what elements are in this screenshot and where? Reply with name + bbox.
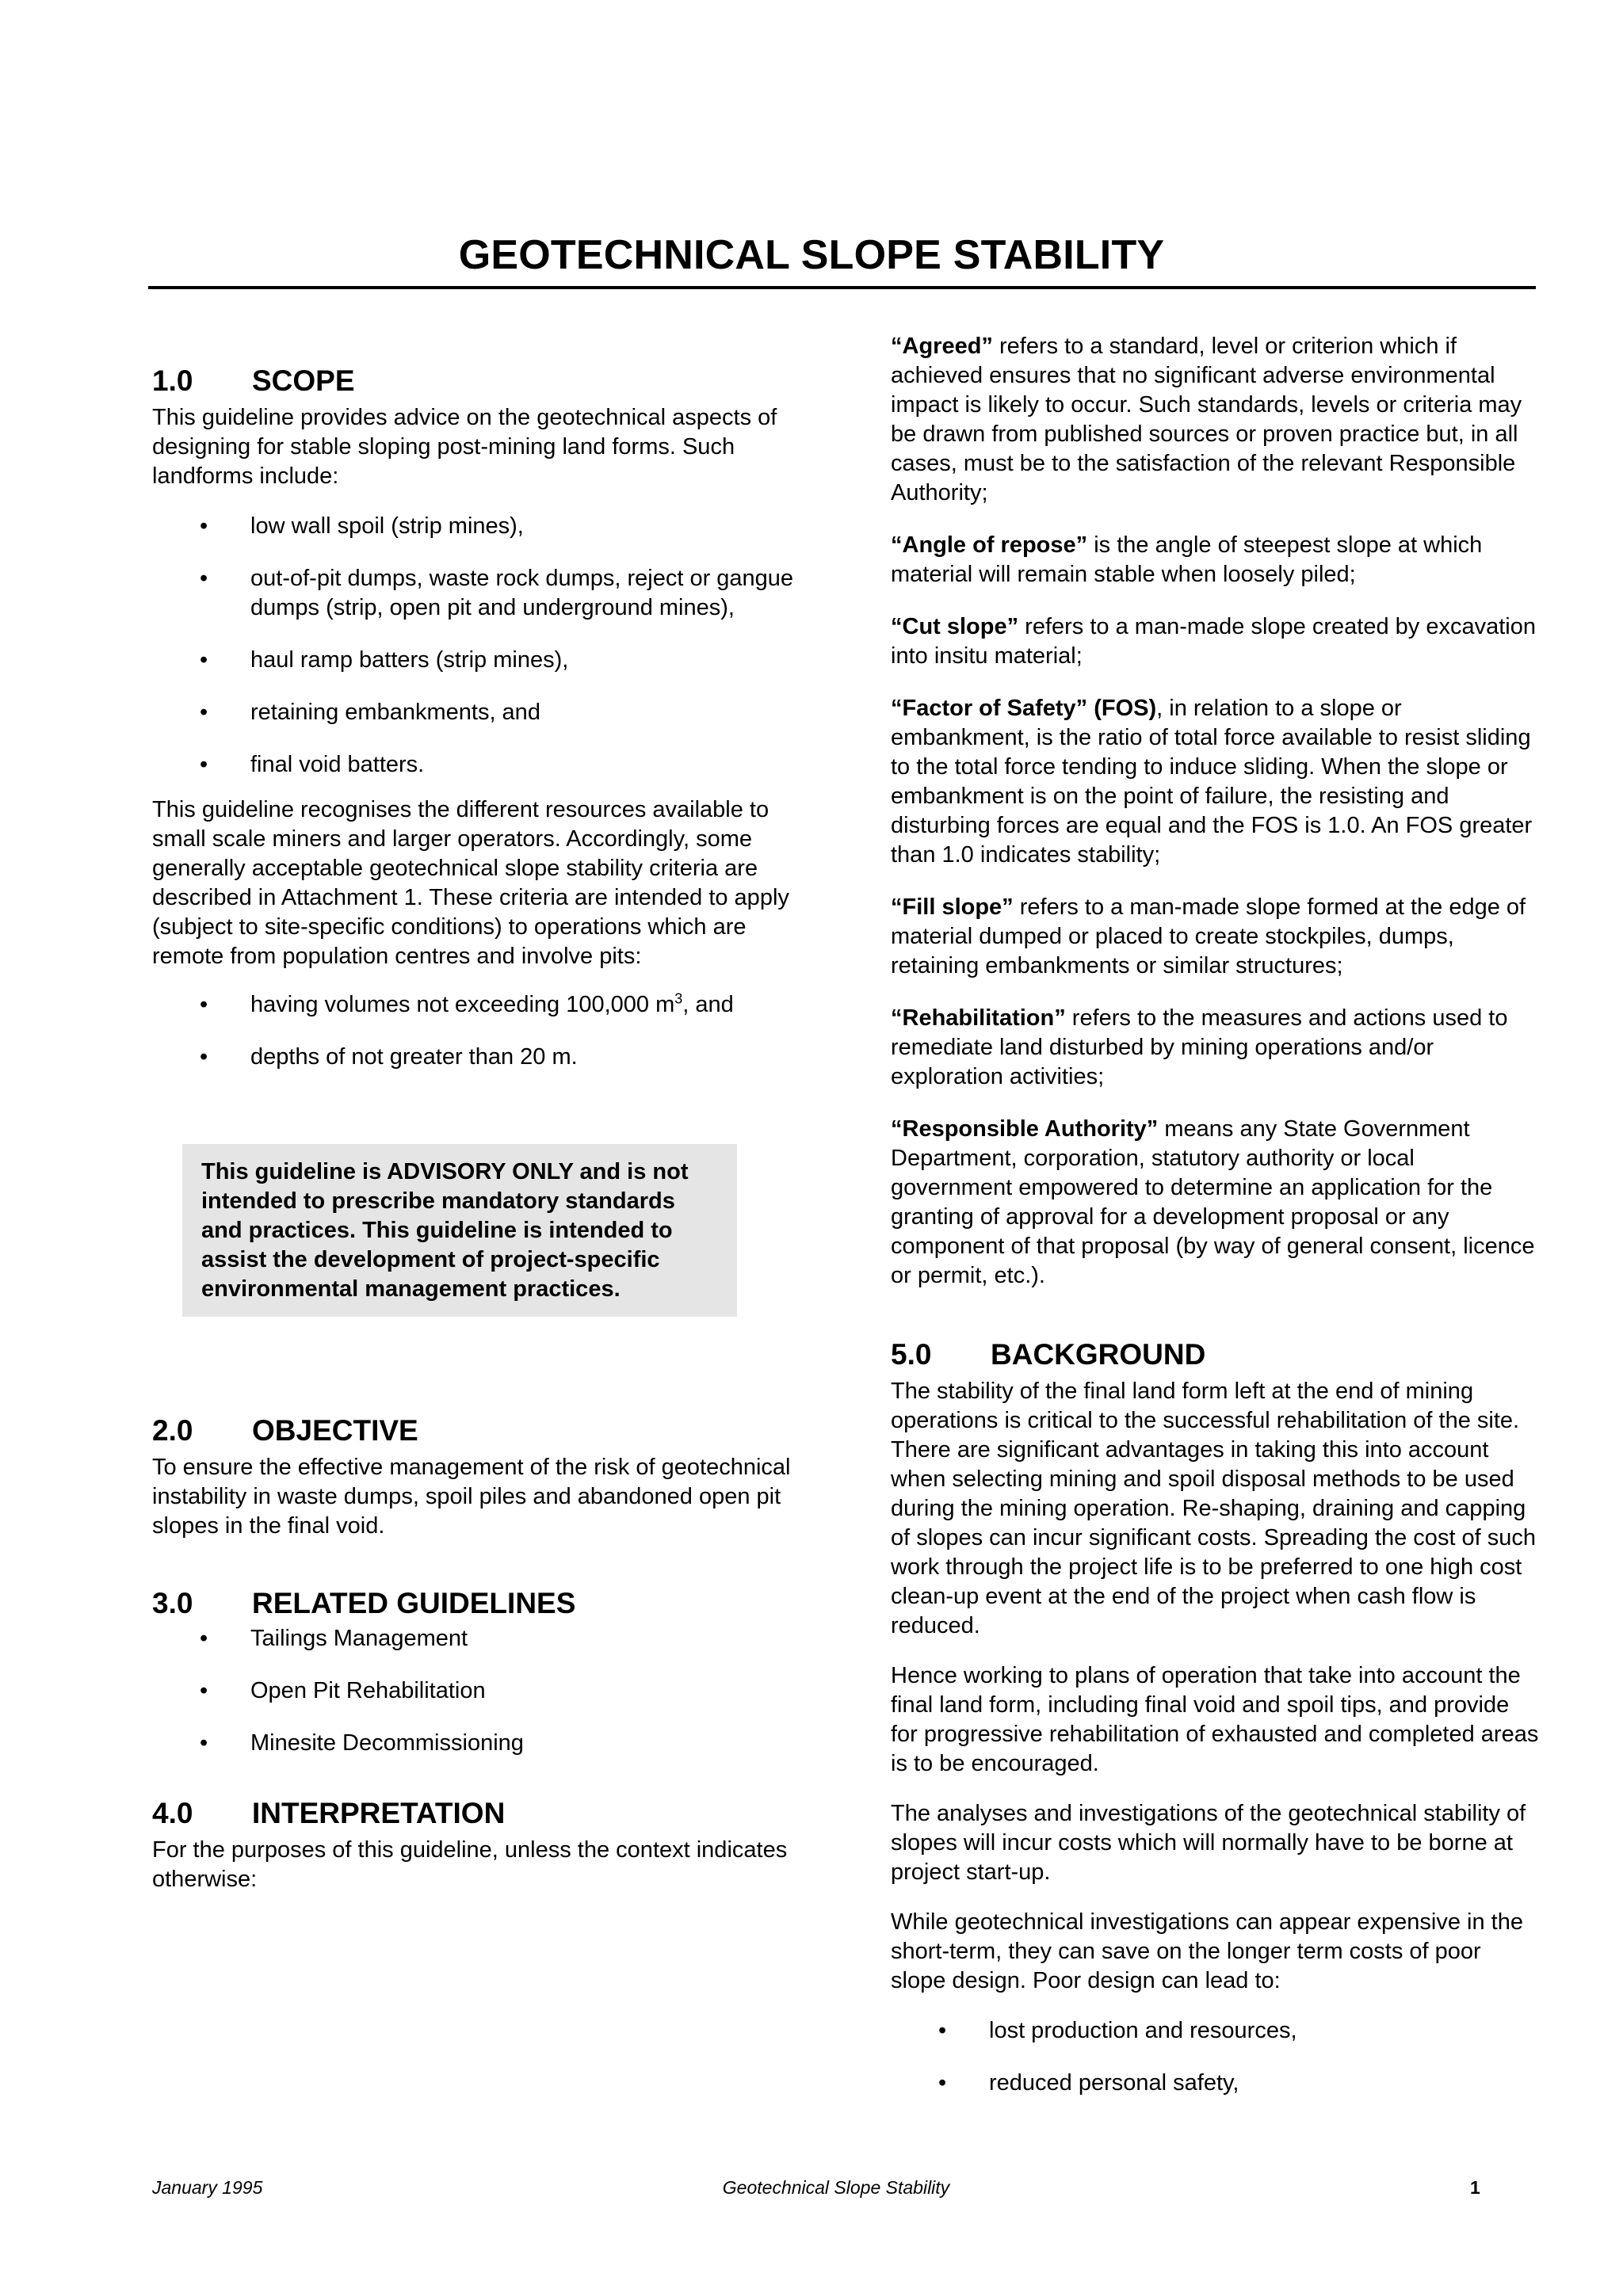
list-item: • retaining embankments, and (152, 698, 802, 727)
definition-responsible-authority: “Responsible Authority” means any State Government Department, corporation, statutory authority or local government empowered to determine an application for the granting of approval for a development proposal or any component of that proposal (by way of general consent, licence or permit, etc.). (891, 1116, 1535, 1288)
title-rule (148, 286, 1536, 289)
definition-cut-slope: “Cut slope” refers to a man-made slope created by excavation into insitu material; (891, 614, 1536, 669)
list-item: • Tailings Management (152, 1624, 802, 1653)
list-item: • low wall spoil (strip mines), (152, 512, 802, 541)
list-item: • lost production and resources, (891, 2016, 1541, 2046)
bullet-icon: • (200, 1626, 208, 1651)
list-item: • Minesite Decommissioning (152, 1729, 802, 1758)
section-title: RELATED GUIDELINES (252, 1587, 576, 1619)
section-title: SCOPE (252, 364, 355, 397)
bullet-icon: • (200, 513, 208, 539)
definition-angle-of-repose: “Angle of repose” is the angle of steepest slope at which material will remain stable when loosely piled; (891, 532, 1483, 587)
section-heading-related (152, 1589, 802, 1618)
list-item: • depths of not greater than 20 m. (152, 1043, 802, 1072)
bullet-icon: • (200, 1044, 208, 1070)
pit-criteria-list (152, 990, 802, 1072)
bullet-icon: • (200, 752, 208, 777)
advisory-notice: This guideline is ADVISORY ONLY and is not intended to prescribe mandatory standards and practices. This guideline is intended to assist the development of project-specific environmental management practices. (182, 1144, 737, 1317)
list-item: • haul ramp batters (strip mines), (152, 646, 802, 675)
bullet-icon: • (200, 1730, 208, 1756)
background-paragraph-2: Hence working to plans of operation that take into account the final land form, including final void and spoil tips, and provide for progressive rehabilitation of exhausted and completed areas is to be encouraged. (891, 1663, 1539, 1776)
section-number: 3.0 (152, 1587, 193, 1619)
definition-fill-slope: “Fill slope” refers to a man-made slope formed at the edge of material dumped or placed to create stockpiles, dumps, retaining embankments or similar structures; (891, 894, 1526, 978)
poor-design-consequences-list (891, 2016, 1541, 2098)
section-heading-objective (152, 1416, 802, 1445)
list-item: • having volumes not exceeding 100,000 $m^3$, and (152, 990, 802, 1020)
section-heading-background (891, 1340, 1541, 1369)
left-column (152, 317, 802, 1894)
section-number: 4.0 (152, 1797, 193, 1829)
scope-intro: This guideline provides advice on the geotechnical aspects of designing for stable sloping post-mining land forms. Such landforms include: (152, 405, 777, 489)
list-item: • reduced personal safety, (891, 2069, 1541, 2098)
definition-factor-of-safety: “Factor of Safety” (FOS), in relation to a slope or embankment, is the ratio of total force available to resist sliding to the total force tending to induce sliding. When the slope or embankment is on the point of failure, the resisting and disturbing forces are equal and the FOS is 1.0. An FOS greater than 1.0 indicates stability; (891, 696, 1533, 868)
related-guidelines-list (152, 1624, 802, 1758)
right-column (891, 332, 1541, 2121)
footer-date: January 1995 (152, 2177, 263, 2198)
section-title: BACKGROUND (991, 1338, 1206, 1371)
page-title: GEOTECHNICAL SLOPE STABILITY (458, 232, 1165, 278)
bullet-icon: • (200, 566, 208, 591)
bullet-icon: • (200, 647, 208, 673)
bullet-icon: • (200, 992, 208, 1017)
bullet-icon: • (200, 700, 208, 725)
section-title: INTERPRETATION (252, 1797, 506, 1829)
bullet-icon: • (938, 2070, 947, 2096)
definition-agreed: “Agreed” refers to a standard, level or criterion which if achieved ensures that no significant adverse environmental impact is likely to occur. Such standards, levels or criteria may be drawn from published sources or proven practice but, in all cases, must be to the satisfaction of the relevant Responsible Authority; (891, 334, 1522, 505)
footer-document-title: Geotechnical Slope Stability (722, 2177, 950, 2198)
list-item: • out-of-pit dumps, waste rock dumps, reject or gangue dumps (strip, open pit and underground mines), (200, 566, 794, 620)
footer-page-number: 1 (1470, 2177, 1480, 2198)
background-paragraph-4: While geotechnical investigations can appear expensive in the short-term, they can save on the longer term costs of poor slope design. Poor design can lead to: (891, 1909, 1523, 1993)
background-paragraph-1: The stability of the final land form left at the end of mining operations is critical to the successful rehabilitation of the site. There are significant advantages in taking this into account when selecting mining and spoil disposal methods to be used during the mining operation. Re-shaping, draining and capping of slopes can incur significant costs. Spreading the cost of such work through the project life is to be preferred to one high cost clean-up event at the end of the project when cash flow is reduced. (891, 1379, 1537, 1638)
list-item: • final void batters. (152, 750, 802, 780)
section-title: OBJECTIVE (252, 1414, 418, 1447)
interpretation-text: For the purposes of this guideline, unless the context indicates otherwise: (152, 1837, 788, 1892)
scope-paragraph: This guideline recognises the different resources available to small scale miners and larger operators. Accordingly, some generally acceptable geotechnical slope stability criteria are described in Attachment 1. These criteria are intended to apply (subject to site-specific conditions) to operations which are remote from population centres and involve pits: (152, 797, 789, 969)
list-item: • Open Pit Rehabilitation (152, 1676, 802, 1706)
section-heading-interpretation (152, 1798, 802, 1828)
section-number: 2.0 (152, 1414, 193, 1447)
bullet-icon: • (200, 1678, 208, 1703)
bullet-icon: • (938, 2018, 947, 2043)
section-number: 5.0 (891, 1338, 932, 1371)
definition-rehabilitation: “Rehabilitation” refers to the measures and actions used to remediate land disturbed by mining operations and/or exploration activities; (891, 1005, 1508, 1089)
background-paragraph-3: The analyses and investigations of the geotechnical stability of slopes will incur costs which will normally have to be borne at project start-up. (891, 1801, 1526, 1885)
section-heading-scope (152, 366, 802, 395)
objective-text: To ensure the effective management of the risk of geotechnical instability in waste dumps, spoil piles and abandoned open pit slopes in the final void. (152, 1455, 791, 1539)
scope-bullet-list (152, 512, 802, 780)
section-number: 1.0 (152, 364, 193, 397)
